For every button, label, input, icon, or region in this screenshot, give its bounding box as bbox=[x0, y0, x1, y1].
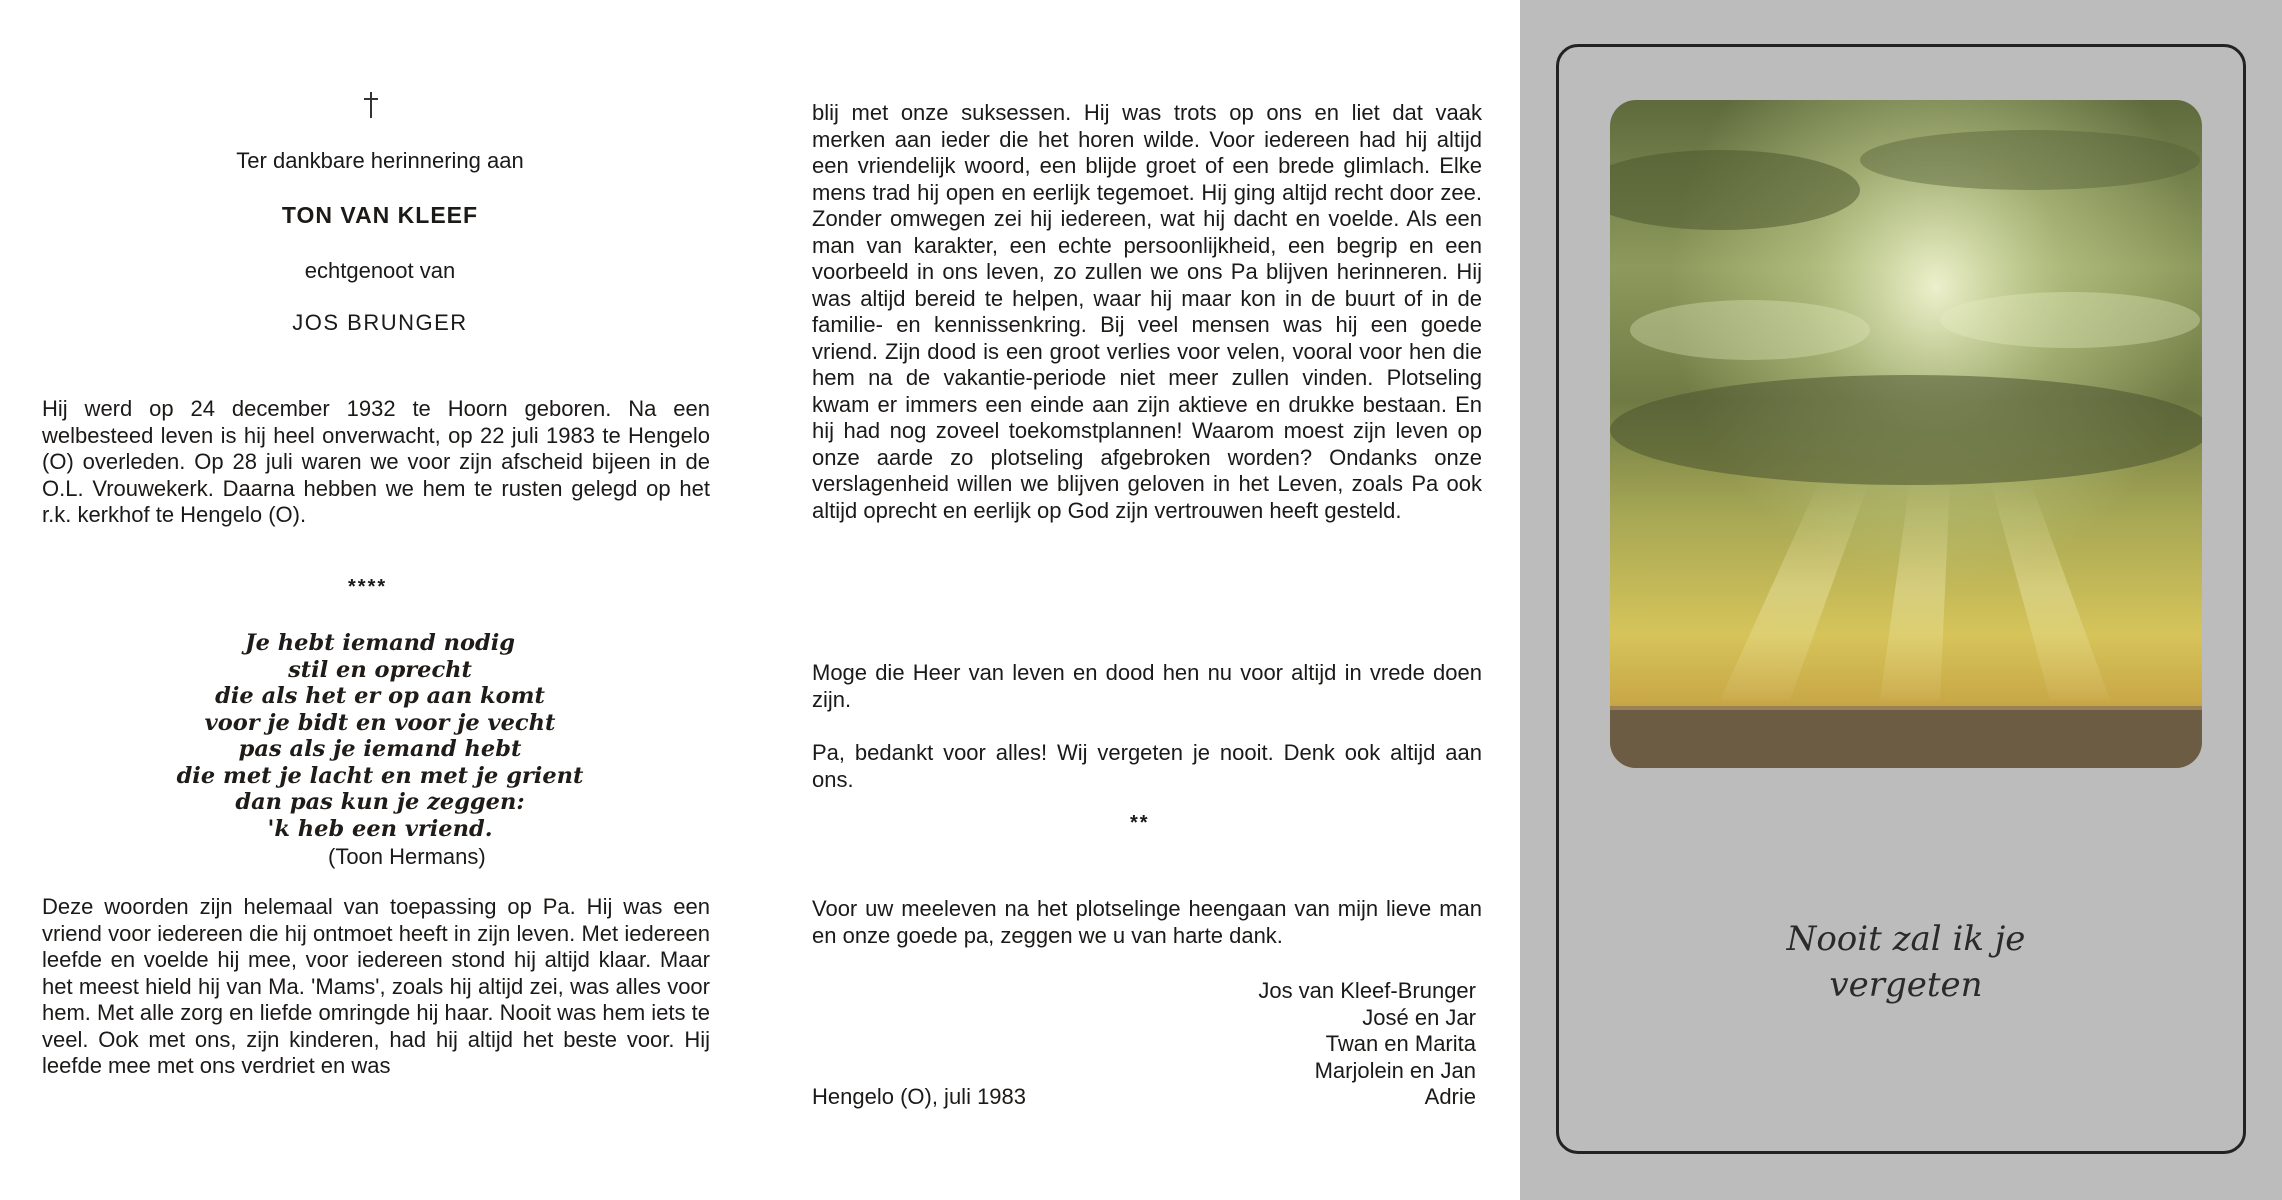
poem-line: voor je bidt en voor je vecht bbox=[204, 709, 556, 736]
poem-line: die als het er op aan komt bbox=[215, 683, 545, 709]
signatory: José en Jar bbox=[1362, 1004, 1476, 1030]
prayer-paragraph: Moge die Heer van leven en dood hen nu voor altijd in vrede doen zijn. bbox=[812, 660, 1482, 712]
card-inscription-line: Nooit zal ik je bbox=[1786, 919, 2026, 959]
card-inscription-line: vergeten bbox=[1829, 965, 1983, 1005]
cross-icon bbox=[364, 92, 378, 118]
tribute-continued-paragraph: blij met onze suksessen. Hij was trots op ons en liet dat vaak merken aan ieder die het horen wilde. Voor iedereen had hij altijd een vriendelijk woord, een blijde groet of een brede glimlach. Elke mens trad hij open en eerlijk tegemoet. Hij ging altijd recht door zee. Zonder omwegen zei hij iedereen, wat hij dacht en voelde. Als een man van karakter, een echte persoonlijkheid, een begrip en een voorbeeld in ons leven, zo zullen we ons Pa blijven herinneren. Hij was altijd bereid te helpen, waar hij maar kon in de buurt of in de familie- en kennissenkring. Bij veel mensen was hij een goede vriend. Zijn dood is een groot verlies voor velen, vooral voor hen die hem na de vakantie-periode niet meer zullen vinden. Plotseling kwam er immers een einde aan zijn aktieve en drukke bestaan. En hij had nog zoveel toekomstplannen! Waarom moest zijn leven op onze aarde zo plotseling afgebroken worden? Ondanks onze verslagenheid willen we blijven geloven in het Leven, zoals Pa ook altijd oprecht en eerlijk op God zijn vertrouwen heeft gesteld. bbox=[812, 100, 1482, 523]
poem-line: die met je lacht en met je grient bbox=[176, 762, 584, 789]
birth-paragraph: Hij werd op 24 december 1932 te Hoorn geboren. Na een welbesteed leven is hij heel onverwacht, op 22 juli 1983 te Hengelo (O) overleden. Op 28 juli waren we voor zijn afscheid bijeen in de O.L. Vrouwekerk. Daarna hebben we hem te rusten gelegd op het r.k. kerkhof te Hengelo (O). bbox=[42, 396, 710, 527]
gratitude-paragraph: Voor uw meeleven na het plotselinge heengaan van mijn lieve man en onze goede pa, zeggen we u van harte dank. bbox=[812, 896, 1482, 948]
tribute-paragraph: Deze woorden zijn helemaal van toepassing op Pa. Hij was een vriend voor iedereen die hij ontmoet heeft in zijn leven. Met iedereen leefde en voelde hij mee, voor iedereen stond hij altijd klaar. Maar het meest hield hij van Ma. 'Mams', zoals hij altijd zei, was alles voor hem. Met alle zorg en liefde omringde hij haar. Nooit was hem iets te veel. Ook met ons, zijn kinderen, had hij altijd het beste voor. Hij leefde mee met ons verdriet en was bbox=[42, 894, 710, 1078]
place-date: Hengelo (O), juli 1983 bbox=[812, 1084, 1027, 1109]
intro-text: Ter dankbare herinnering aan bbox=[236, 148, 524, 173]
sky-photo bbox=[1610, 100, 2202, 768]
signatories bbox=[1258, 978, 1476, 1111]
front-card bbox=[1520, 0, 2282, 1200]
spouse-of-text: echtgenoot van bbox=[304, 258, 456, 283]
deceased-name: TON VAN KLEEF bbox=[281, 202, 479, 228]
signatory: Marjolein en Jan bbox=[1314, 1057, 1476, 1083]
poem-line: pas als je iemand hebt bbox=[238, 736, 522, 762]
thanks-paragraph: Pa, bedankt voor alles! Wij vergeten je nooit. Denk ook altijd aan ons. bbox=[812, 740, 1482, 792]
signatory: Twan en Marita bbox=[1325, 1031, 1476, 1056]
left-page bbox=[0, 0, 760, 1200]
signatory: Jos van Kleef-Brunger bbox=[1258, 978, 1476, 1003]
signatory: Adrie bbox=[1424, 1084, 1476, 1109]
poem bbox=[0, 630, 760, 842]
card-inscription bbox=[1610, 916, 2202, 1008]
separator-stars: **** bbox=[348, 576, 388, 598]
poem-line: Je hebt iemand nodig bbox=[245, 630, 515, 656]
poem-line: 'k heb een vriend. bbox=[267, 815, 493, 842]
poem-line: stil en oprecht bbox=[288, 656, 472, 683]
separator-stars: ** bbox=[1130, 812, 1150, 834]
poem-author: (Toon Hermans) bbox=[328, 844, 486, 869]
poem-line: dan pas kun je zeggen: bbox=[235, 789, 525, 815]
middle-page bbox=[760, 0, 1520, 1200]
spouse-name: JOS BRUNGER bbox=[292, 310, 468, 335]
